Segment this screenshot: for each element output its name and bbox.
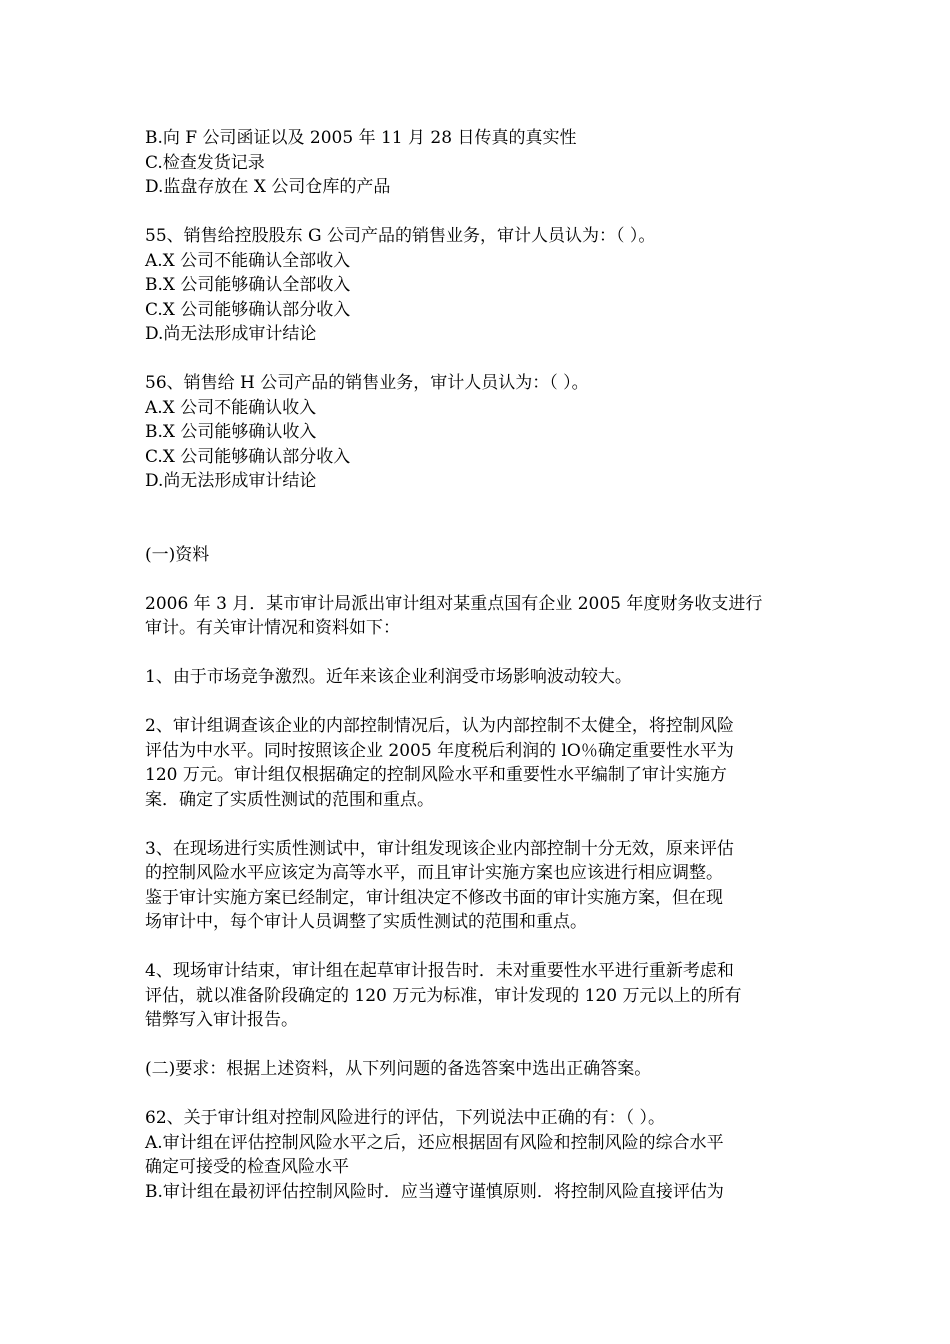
question-55 — [145, 224, 815, 347]
q55-option-a: A.X 公司不能确认全部收入 — [145, 250, 351, 271]
section-1-item-1 — [145, 665, 815, 690]
item-4-line: 评估，就以准备阶段确定的 120 万元为标准，审计发现的 120 万元以上的所有 — [145, 985, 742, 1006]
q56-option-c: C.X 公司能够确认部分收入 — [145, 446, 351, 467]
item-2-line: 案．确定了实质性测试的范围和重点。 — [145, 789, 434, 810]
q54-option-c: C.检查发货记录 — [145, 152, 265, 173]
section-1-heading: (一)资料 — [145, 544, 210, 565]
q62-stem: 62、关于审计组对控制风险进行的评估，下列说法中正确的有：（ ）。 — [145, 1108, 666, 1128]
q62-option-a-line: A.审计组在评估控制风险水平之后，还应根据固有风险和控制风险的综合水平 — [145, 1132, 724, 1153]
item-4-line: 错弊写入审计报告。 — [145, 1010, 298, 1030]
q54-option-b: B.向 F 公司函证以及 2005 年 11 月 28 日传真的真实性 — [145, 128, 577, 148]
q56-option-b: B.X 公司能够确认收入 — [145, 422, 317, 442]
spacer — [145, 935, 815, 960]
spacer — [145, 567, 815, 592]
spacer — [145, 812, 815, 837]
q62-option-a-line: 确定可接受的检查风险水平 — [145, 1157, 349, 1177]
intro-line: 审计。有关审计情况和资料如下： — [145, 618, 400, 638]
q56-option-a: A.X 公司不能确认收入 — [145, 397, 317, 418]
item-3-line: 鉴于审计实施方案已经制定，审计组决定不修改书面的审计实施方案，但在现 — [145, 887, 723, 908]
spacer — [145, 200, 815, 225]
spacer — [145, 347, 815, 372]
q54-option-d: D.监盘存放在 X 公司仓库的产品 — [145, 177, 391, 197]
q54-options — [145, 126, 815, 200]
item-2-line: 120 万元。审计组仅根据确定的控制风险水平和重要性水平编制了审计实施方 — [145, 765, 727, 785]
question-56 — [145, 371, 815, 494]
item-2-line: 2、审计组调查该企业的内部控制情况后，认为内部控制不太健全，将控制风险 — [145, 716, 734, 736]
spacer — [145, 1082, 815, 1107]
intro-line: 2006 年 3 月．某市审计局派出审计组对某重点国有企业 2005 年度财务收支进行 — [145, 593, 763, 614]
q55-option-c: C.X 公司能够确认部分收入 — [145, 299, 351, 320]
q55-option-b: B.X 公司能够确认全部收入 — [145, 275, 351, 295]
spacer — [145, 641, 815, 666]
item-3-line: 3、在现场进行实质性测试中，审计组发现该企业内部控制十分无效，原来评估 — [145, 838, 734, 859]
section-1-intro — [145, 592, 815, 641]
item-1-line: 1、由于市场竞争激烈。近年来该企业利润受市场影响波动较大。 — [145, 667, 632, 687]
section-1-item-2 — [145, 714, 815, 812]
spacer — [145, 690, 815, 715]
item-2-line: 评估为中水平。同时按照该企业 2005 年度税后利润的 lO％确定重要性水平为 — [145, 740, 734, 761]
q55-option-d: D.尚无法形成审计结论 — [145, 324, 317, 344]
document-page — [145, 126, 815, 1204]
question-62 — [145, 1106, 815, 1204]
item-3-line: 场审计中，每个审计人员调整了实质性测试的范围和重点。 — [145, 912, 587, 932]
section-2-heading: (二)要求：根据上述资料，从下列问题的备选答案中选出正确答案。 — [145, 1059, 652, 1079]
q55-stem: 55、销售给控股股东 G 公司产品的销售业务，审计人员认为：（ ）。 — [145, 226, 656, 246]
section-1-item-4 — [145, 959, 815, 1033]
spacer — [145, 1033, 815, 1058]
item-3-line: 的控制风险水平应该定为高等水平，而且审计实施方案也应该进行相应调整。 — [145, 863, 723, 883]
q56-option-d: D.尚无法形成审计结论 — [145, 471, 317, 491]
q56-stem: 56、销售给 H 公司产品的销售业务，审计人员认为：（ ）。 — [145, 373, 589, 393]
q62-option-b-line: B.审计组在最初评估控制风险时．应当遵守谨慎原则．将控制风险直接评估为 — [145, 1181, 724, 1202]
item-4-line: 4、现场审计结束，审计组在起草审计报告时．未对重要性水平进行重新考虑和 — [145, 961, 734, 981]
section-1-item-3 — [145, 837, 815, 935]
spacer — [145, 494, 815, 543]
